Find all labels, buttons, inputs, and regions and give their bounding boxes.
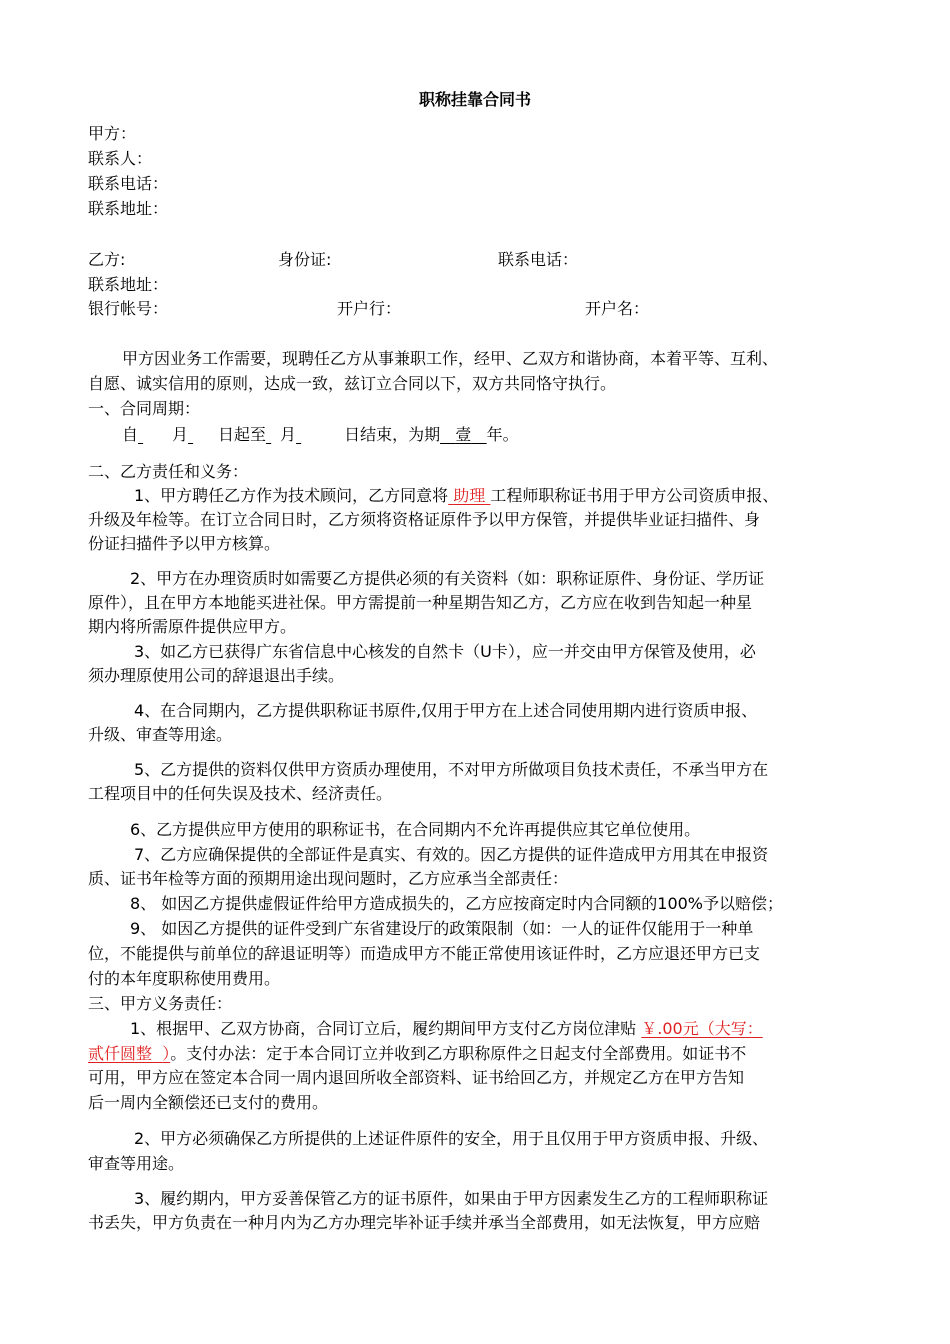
party-a-label: 甲方： — [88, 124, 137, 143]
section2-clause1-line2: 升级及年检等。在订立合同日时，乙方须将资格证原件予以甲方保管，并提供毕业证扫描件、身 — [88, 510, 761, 529]
party-a-address-label: 联系地址： — [88, 199, 169, 218]
party-b-phone-label: 联系电话： — [498, 250, 579, 269]
section3-clause1-line4: 后一周内全额偿还已支付的费用。 — [88, 1093, 329, 1112]
section2-clause8-line1: 8、 如因乙方提供虚假证件给甲方造成损失的，乙方应按商定时内合同额的100%予以赔偿； — [130, 894, 784, 913]
section2-clause7-line2: 质、证书年检等方面的预期用途出现问题时，乙方应承当全部责任： — [88, 869, 569, 888]
party-b-id-label: 身份证: — [278, 250, 332, 269]
party-b-bank-label: 开户行： — [337, 299, 402, 318]
section2-clause3-line2: 须办理原使用公司的辞退退出手续。 — [88, 666, 345, 685]
allowance-amount — [636, 1019, 763, 1038]
section2-clause2-line1: 2、甲方在办理资质时如需要乙方提供必须的有关资料（如：职称证原件、身份证、学历证 — [130, 569, 765, 588]
section2-clause3-line1: 3、如乙方已获得广东省信息中心核发的自然卡（U卡），应一并交由甲方保管及使用，必 — [134, 642, 756, 661]
section2-clause2-line3: 期内将所需原件提供应甲方。 — [88, 617, 297, 636]
party-b-account-name-label: 开户名： — [585, 299, 650, 318]
section2-clause9-line2: 位，不能提供与前单位的辞退证明等）而造成甲方不能正常使用该证件时，乙方应退还甲方已支 — [88, 944, 761, 963]
section2-clause1-line1 — [134, 484, 778, 508]
period-day-1: 日起至 — [218, 425, 267, 444]
section3-clause2-line2: 审查等用途。 — [88, 1154, 185, 1173]
section2-clause7-line1: 7、乙方应确保提供的全部证件是真实、有效的。因乙方提供的证件造成甲方用其在申报资 — [134, 845, 769, 864]
start-month-blank: ​ — [138, 425, 144, 444]
end-month-blank: ​ — [266, 425, 272, 444]
period-from: 自 — [122, 425, 139, 444]
section2-clause4-line1: 4、在合同期内，乙方提供职称证书原件,仅用于甲方在上述合同使用期内进行资质申报、 — [134, 701, 758, 720]
title-level-text: 助理 — [453, 486, 486, 505]
period-year-unit: 年。 — [486, 425, 519, 444]
allowance-amount-uppercase-text: 贰仟圆整 — [88, 1044, 153, 1063]
allowance-amount-uppercase — [88, 1044, 170, 1063]
allowance-amount-close: ） — [162, 1044, 171, 1063]
intro-line-1: 甲方因业务工作需要，现聘任乙方从事兼职工作，经甲、乙双方和谐协商，本着平等、互利、 — [122, 349, 779, 368]
party-a-phone-label: 联系电话： — [88, 174, 169, 193]
section3-clause3-line2: 书丢失，甲方负责在一种月内为乙方办理完毕补证手续并承当全部费用，如无法恢复，甲方应赔 — [88, 1213, 761, 1232]
document-title: 职称挂靠合同书 — [418, 90, 531, 109]
start-day-blank: ​ — [188, 425, 194, 444]
section3-clause1-line2 — [88, 1042, 746, 1066]
end-day-blank: ​ — [296, 425, 302, 444]
section3-clause1-payment-text: 。支付办法：定于本合同订立并收到乙方职称原件之日起支付全部费用。如证书不 — [170, 1044, 747, 1063]
section3-clause3-line1: 3、履约期内，甲方妥善保管乙方的证书原件，如果由于甲方因素发生乙方的工程师职称证 — [134, 1189, 769, 1208]
period-years-text: 壹 — [455, 425, 472, 444]
section3-clause1-text-pre: 1、根据甲、乙双方协商，合同订立后，履约期间甲方支付乙方岗位津贴 — [130, 1019, 637, 1038]
party-a-contact-label: 联系人： — [88, 149, 153, 168]
section2-heading: 二、乙方责任和义务： — [88, 462, 249, 481]
period-month-2: 月 — [280, 425, 297, 444]
section3-clause2-line1: 2、甲方必须确保乙方所提供的上述证件原件的安全，用于且仅用于甲方资质申报、升级、 — [134, 1129, 769, 1148]
section2-clause2-line2: 原件），且在甲方本地能买进社保。甲方需提前一种星期告知乙方，乙方应在收到告知起一种星 — [88, 593, 753, 612]
section3-clause1-line3: 可用，甲方应在签定本合同一周内退回所收全部资料、证书给回乙方，并规定乙方在甲方告知 — [88, 1068, 745, 1087]
section2-clause9-line3: 付的本年度职称使用费用。 — [88, 969, 281, 988]
title-level-value — [448, 486, 490, 505]
section2-clause5-line1: 5、乙方提供的资料仅供甲方资质办理使用，不对甲方所做项目负技术责任，不承当甲方在 — [134, 760, 769, 779]
section2-clause6-line1: 6、乙方提供应甲方使用的职称证书，在合同期内不允许再提供应其它单位使用。 — [130, 820, 701, 839]
contract-period-line — [122, 423, 519, 447]
section2-clause1-line3: 份证扫描件予以甲方核算。 — [88, 534, 281, 553]
section3-clause1-line1 — [130, 1017, 763, 1041]
section2-clause5-line2: 工程项目中的任何失误及技术、经济责任。 — [88, 784, 393, 803]
allowance-amount-text: ￥.00元（大写： — [641, 1019, 763, 1038]
clause1-text-pre: 1、甲方聘任乙方作为技术顾问，乙方同意将 — [134, 486, 449, 505]
party-b-address-label: 联系地址： — [88, 275, 169, 294]
party-b-bank-account-label: 银行帐号： — [88, 299, 169, 318]
section3-heading: 三、甲方义务责任： — [88, 994, 233, 1013]
section2-clause9-line1: 9、 如因乙方提供的证件受到广东省建设厅的政策限制（如：一人的证件仅能用于一种单 — [130, 919, 754, 938]
period-month-1: 月 — [172, 425, 189, 444]
section2-clause4-line2: 升级、审查等用途。 — [88, 725, 233, 744]
intro-line-2: 自愿、诚实信用的原则，达成一致，兹订立合同以下，双方共同恪守执行。 — [88, 374, 617, 393]
clause1-text-post: 工程师职称证书用于甲方公司资质申报、 — [490, 486, 779, 505]
party-b-label: 乙方: — [88, 250, 126, 269]
period-day-2: 日结束，为期 — [344, 425, 441, 444]
period-years-value — [440, 425, 487, 444]
section1-heading: 一、合同周期： — [88, 399, 201, 418]
